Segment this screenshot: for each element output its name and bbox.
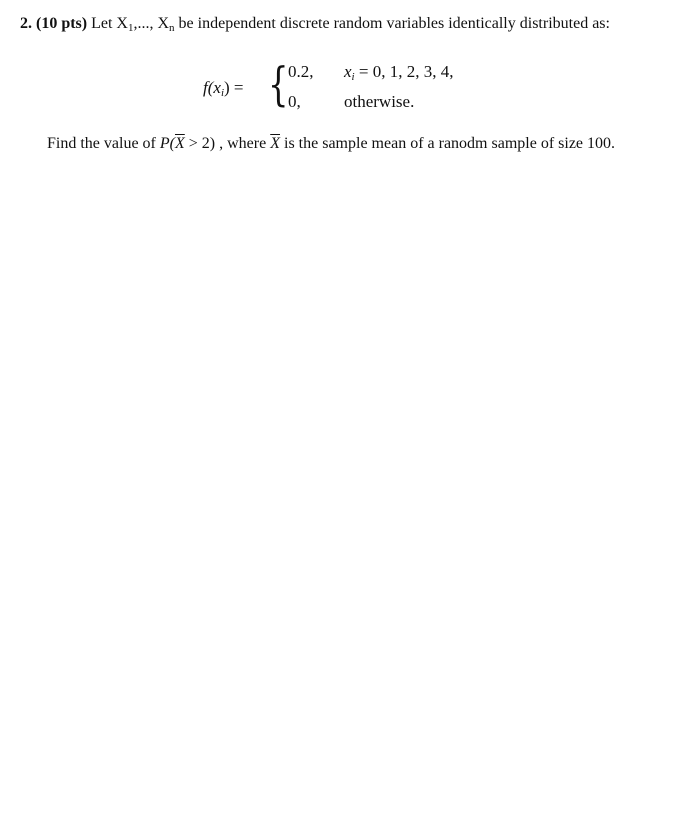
left-brace: { xyxy=(268,57,289,111)
question-middle: , where xyxy=(215,135,271,152)
lhs-function: f(x xyxy=(203,78,221,97)
question-prefix: Find the value of xyxy=(47,135,160,152)
case2-value: 0, xyxy=(288,92,301,111)
sample-mean-symbol-2: $\overline{X}$ xyxy=(270,135,280,152)
question-text xyxy=(47,134,615,154)
case1-condition xyxy=(344,62,453,83)
sample-mean-symbol: $\overline{X}$ xyxy=(174,135,185,152)
pmf-equation xyxy=(0,56,700,120)
subscript-n: n xyxy=(169,22,175,34)
case1-var: x xyxy=(344,62,352,81)
prob-open: P( xyxy=(159,135,175,152)
lhs-close: ) = xyxy=(224,78,244,97)
problem-number: 2. xyxy=(20,15,32,32)
subscript-1: 1 xyxy=(127,22,134,34)
case1-values: = 0, 1, 2, 3, 4, xyxy=(354,62,454,81)
case2-condition: otherwise. xyxy=(344,92,415,111)
problem-statement xyxy=(20,14,610,38)
case1-var-subscript: i xyxy=(351,71,355,83)
intro-prefix: Let X xyxy=(91,15,128,32)
intro-suffix: be independent discrete random variables identically distributed as: xyxy=(174,15,610,32)
equation-lhs xyxy=(203,78,244,99)
prob-rest: > 2) xyxy=(184,135,216,152)
case1-value: 0.2, xyxy=(288,62,314,81)
lhs-subscript: i xyxy=(220,87,224,99)
intro-ellipsis: ,..., X xyxy=(133,15,170,32)
question-suffix: is the sample mean of a ranodm sample of size 100. xyxy=(280,135,616,152)
problem-points: (10 pts) xyxy=(36,15,88,32)
